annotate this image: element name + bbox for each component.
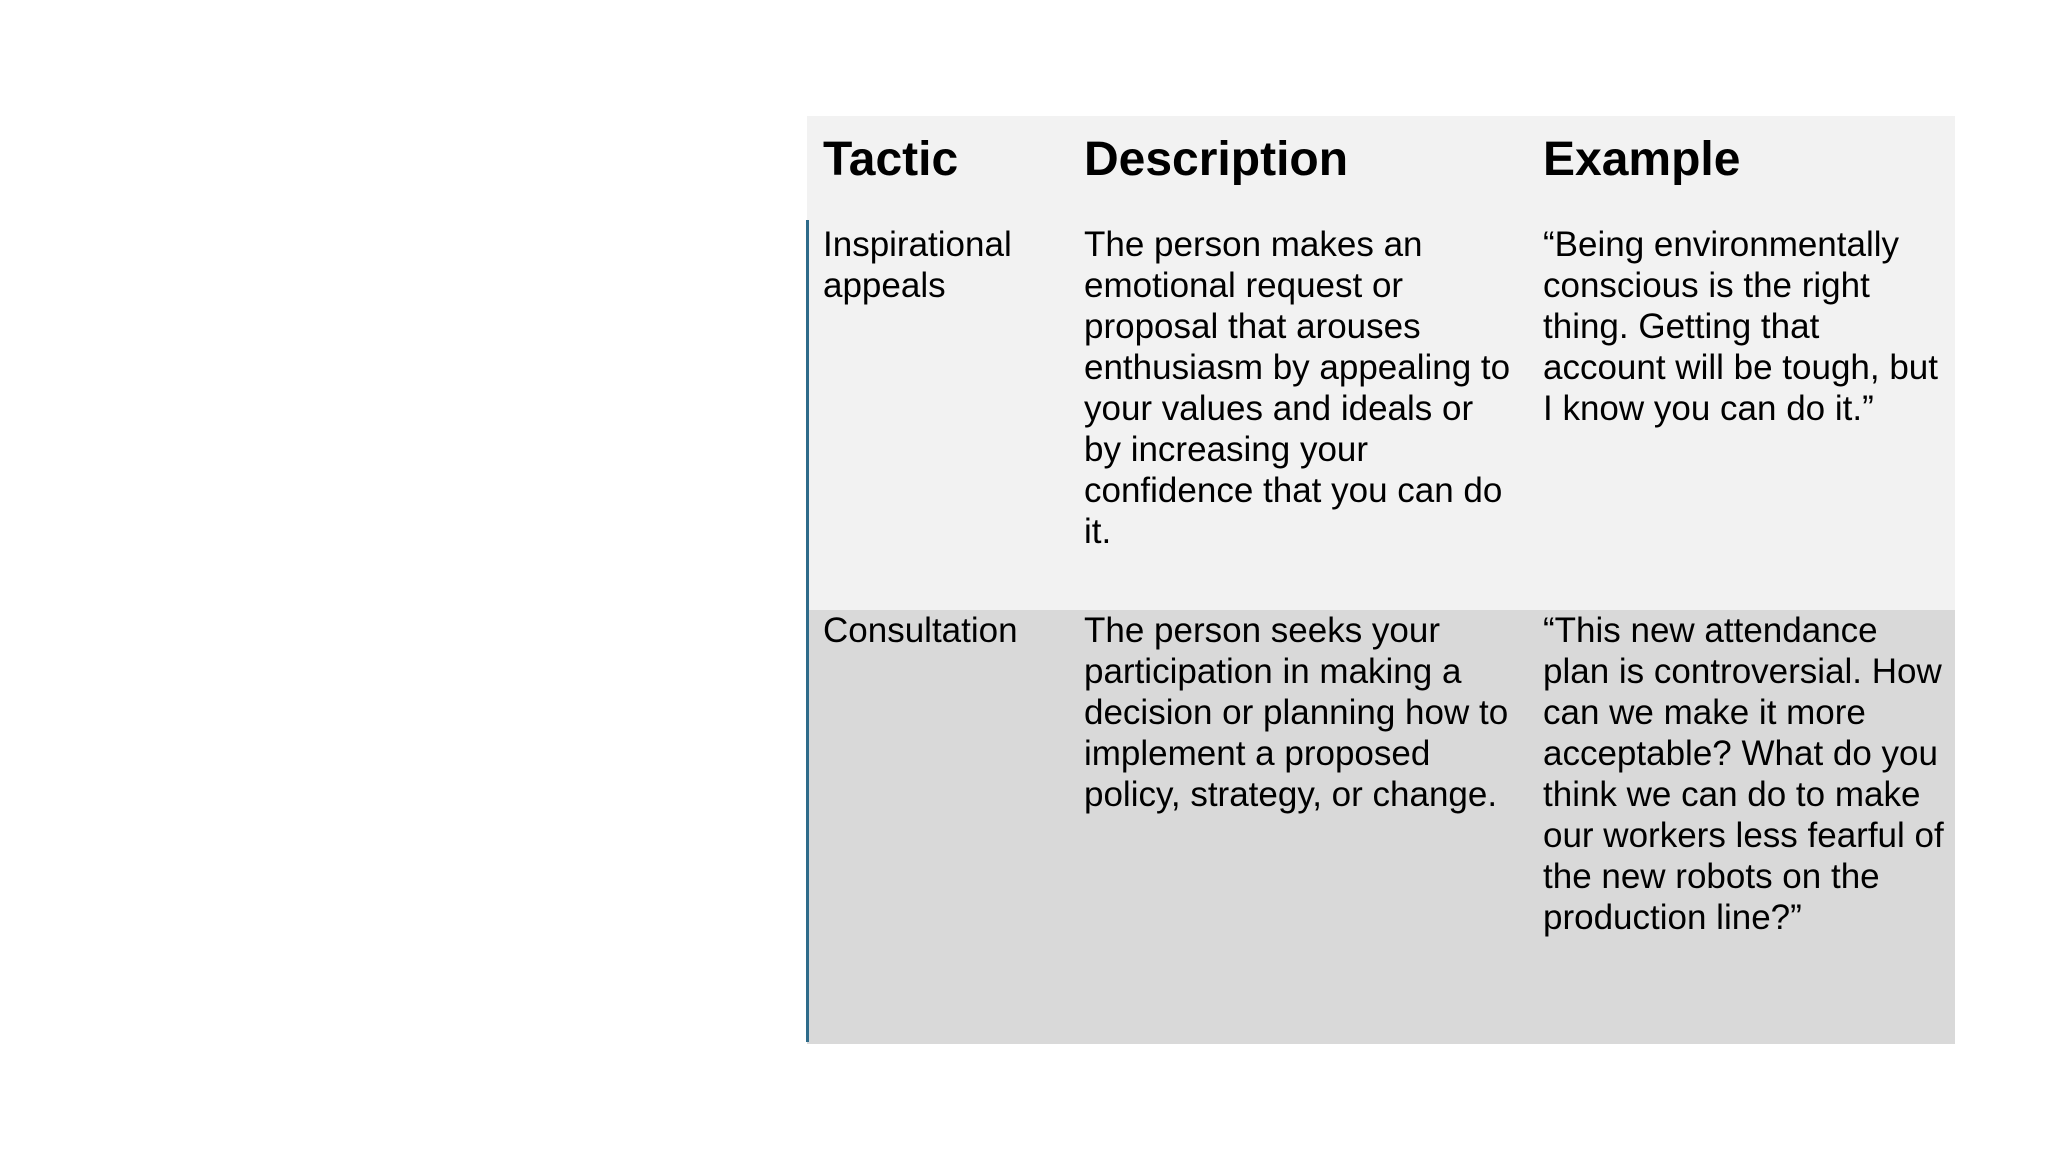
table-header-row [807, 116, 1955, 220]
description-cell: The person makes an emotional request or proposal that arouses enthusiasm by appealing to your values and ideals or by increasing your confidence that you can do it. [1084, 225, 1511, 551]
header-description: Description [1084, 133, 1349, 186]
header-tactic: Tactic [823, 133, 959, 186]
table-row [807, 610, 1955, 1044]
example-cell: “Being environmentally conscious is the right thing. Getting that account will be tough, but I know you can do it.” [1543, 225, 1938, 428]
description-cell: The person seeks your participation in making a decision or planning how to implement a proposed policy, strategy, or change. [1084, 611, 1509, 814]
tactics-table [807, 116, 1955, 1044]
header-example: Example [1543, 133, 1741, 186]
tactic-cell: Inspirational appeals [823, 225, 1012, 305]
example-cell: “This new attendance plan is controversial. How can we make it more acceptable? What do you think we can do to make our workers less fearful of the new robots on the production line?” [1543, 611, 1944, 937]
accent-line [806, 220, 809, 1042]
table-row [807, 220, 1955, 610]
tactic-cell: Consultation [823, 611, 1018, 650]
